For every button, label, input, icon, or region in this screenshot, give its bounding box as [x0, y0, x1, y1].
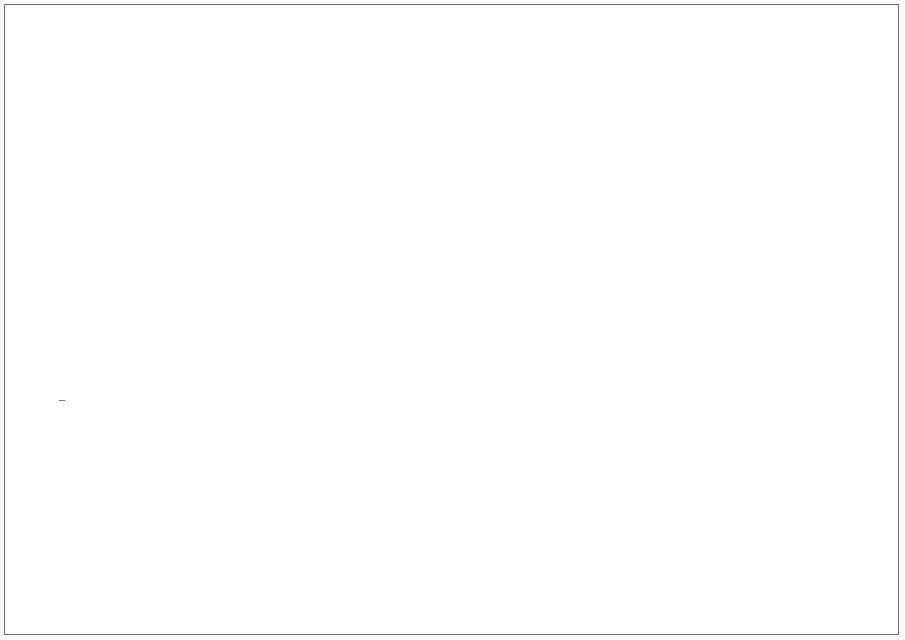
page-frame	[4, 4, 899, 635]
scan-mark	[59, 400, 65, 401]
